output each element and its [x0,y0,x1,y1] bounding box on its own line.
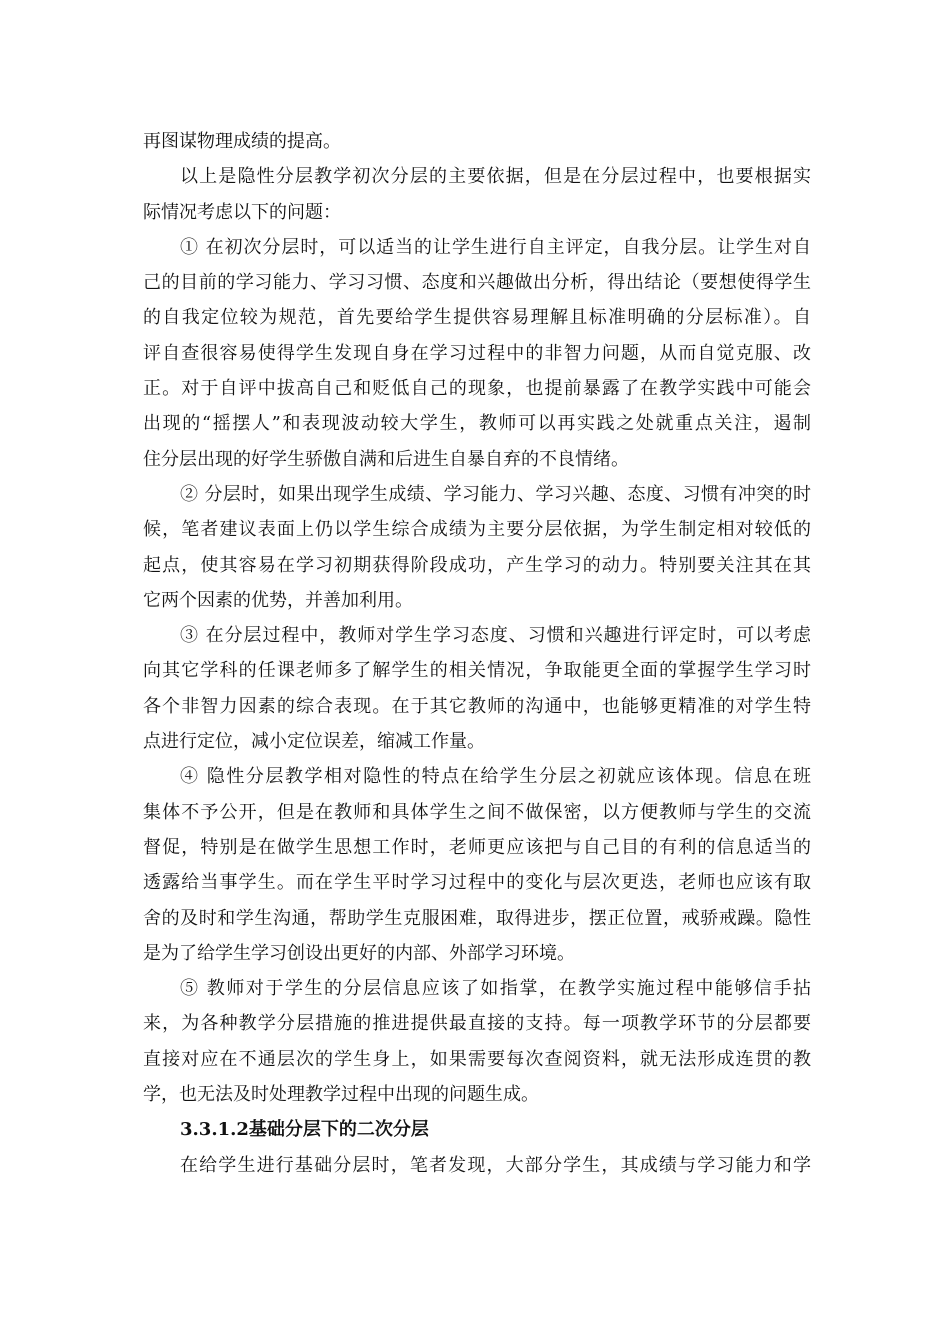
text-line: 正。对于自评中拔高自己和贬低自己的现象，也提前暴露了在教学实践中可能会 [143,378,811,400]
text-line: 再图谋物理成绩的提高。 [143,131,341,152]
text-line: 向其它学科的任课老师多了解学生的相关情况，争取能更全面的掌握学生学习时 [143,660,811,682]
text-line: ③ 在分层过程中，教师对学生学习态度、习惯和兴趣进行评定时，可以考虑 [180,625,811,647]
text-line: 出现的“摇摆人”和表现波动较大学生，教师可以再实践之处就重点关注，遏制 [143,413,811,435]
text-line: ② 分层时，如果出现学生成绩、学习能力、学习兴趣、态度、习惯有冲突的时 [180,483,811,505]
text-line: 舍的及时和学生沟通，帮助学生克服困难，取得进步，摆正位置，戒骄戒躁。隐性 [143,907,811,929]
text-line: 际情况考虑以下的问题： [143,201,341,223]
text-line: 起点，使其容易在学习初期获得阶段成功，产生学习的动力。特别要关注其在其 [143,554,811,576]
text-line: 来，为各种教学分层措施的推进提供最直接的支持。每一项教学环节的分层都要 [143,1013,811,1035]
text-line: 透露给当事学生。而在学生平时学习过程中的变化与层次更迭，老师也应该有取 [143,872,811,894]
text-line: 点进行定位，减小定位误差，缩减工作量。 [143,731,485,753]
text-line: 候，笔者建议表面上仍以学生综合成绩为主要分层依据，为学生制定相对较低的 [143,519,811,541]
document-body [143,124,811,1183]
section-heading: 3.3.1.2基础分层下的二次分层 [180,1119,429,1141]
text-line: 在给学生进行基础分层时，笔者发现，大部分学生，其成绩与学习能力和学 [180,1154,811,1176]
text-line: 是为了给学生学习创设出更好的内部、外部学习环境。 [143,942,575,964]
text-line: ④ 隐性分层教学相对隐性的特点在给学生分层之初就应该体现。信息在班 [180,766,811,788]
text-line: 以上是隐性分层教学初次分层的主要依据，但是在分层过程中，也要根据实 [180,166,811,188]
text-line: 直接对应在不通层次的学生身上，如果需要每次查阅资料，就无法形成连贯的教 [143,1048,811,1070]
text-line: 住分层出现的好学生骄傲自满和后进生自暴自弃的不良情绪。 [143,448,629,470]
text-line: ⑤ 教师对于学生的分层信息应该了如指掌，在教学实施过程中能够信手拈 [180,978,811,1000]
text-line: 学，也无法及时处理教学过程中出现的问题生成。 [143,1084,539,1106]
text-line: 评自查很容易使得学生发现自身在学习过程中的非智力问题，从而自觉克服、改 [143,342,811,364]
text-line: 的自我定位较为规范，首先要给学生提供容易理解且标准明确的分层标准）。自 [143,307,811,329]
text-line: 集体不予公开，但是在教师和具体学生之间不做保密，以方便教师与学生的交流 [143,801,811,823]
text-line: ① 在初次分层时，可以适当的让学生进行自主评定，自我分层。让学生对自 [180,236,811,258]
text-line: 各个非智力因素的综合表现。在于其它教师的沟通中，也能够更精准的对学生特 [143,695,811,717]
text-line: 己的目前的学习能力、学习习惯、态度和兴趣做出分析，得出结论（要想使得学生 [143,272,811,294]
text-line: 它两个因素的优势，并善加利用。 [143,589,413,611]
text-line: 督促，特别是在做学生思想工作时，老师更应该把与自己目的有利的信息适当的 [143,836,811,858]
